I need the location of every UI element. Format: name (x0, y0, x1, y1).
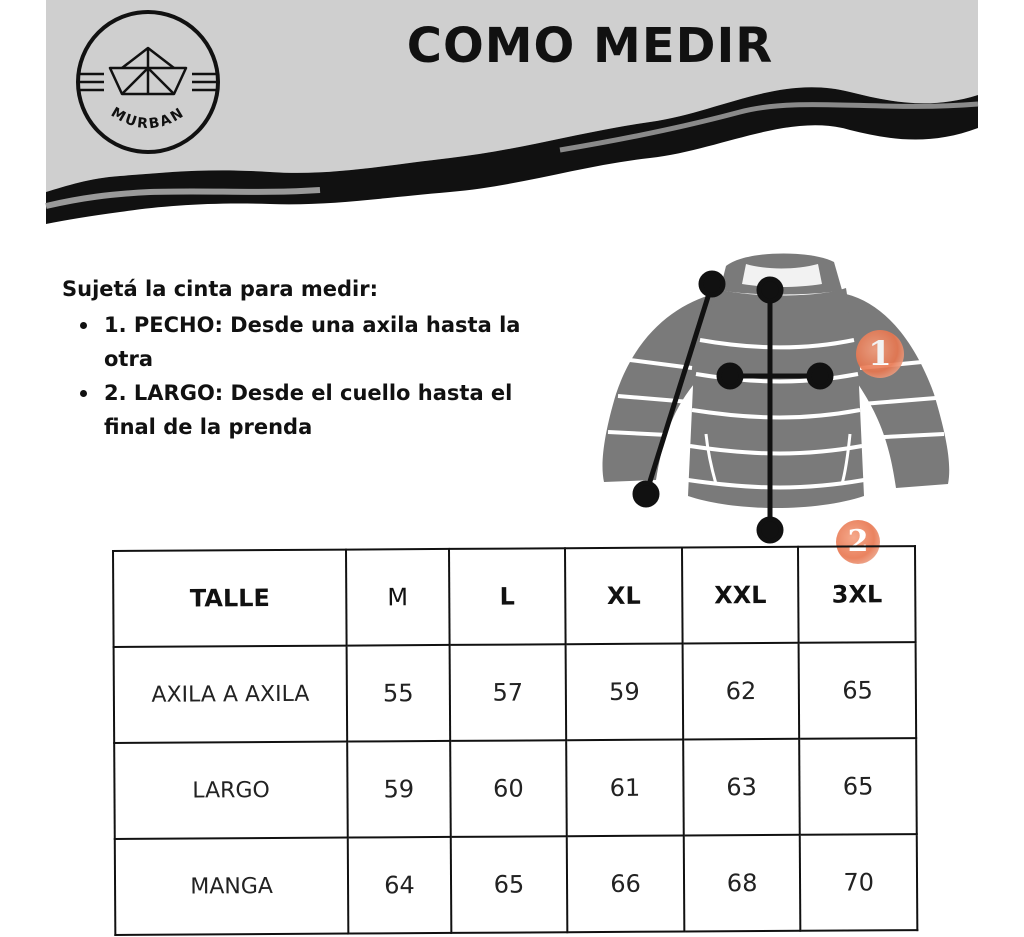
chest-number-badge: 1 (856, 330, 904, 378)
table-cell: 57 (449, 644, 566, 741)
instruction-item-length: 2. LARGO: Desde el cuello hasta el final de la prenda (62, 376, 542, 444)
instruction-item-chest: 1. PECHO: Desde una axila hasta la otra (62, 308, 542, 376)
svg-text:MURBAN (108, 105, 188, 133)
row-label: MANGA (115, 838, 349, 935)
row-label: AXILA A AXILA (114, 646, 348, 743)
table-row (115, 834, 918, 935)
size-chart-table (112, 545, 918, 936)
row-label: LARGO (114, 742, 348, 839)
header-cell-xxl: XXL (682, 547, 799, 644)
logo-text: MURBAN (108, 104, 188, 133)
table-cell: 68 (684, 835, 801, 932)
table-cell: 70 (800, 834, 917, 931)
jacket-illustration (596, 244, 956, 544)
measurement-instructions (62, 272, 542, 444)
table-header-row (113, 546, 916, 647)
table-cell: 60 (450, 740, 567, 837)
table-cell: 65 (450, 836, 567, 933)
header-cell-3xl: 3XL (798, 546, 915, 643)
instructions-list (62, 308, 542, 444)
instructions-intro: Sujetá la cinta para medir: (62, 277, 378, 301)
table-row (114, 738, 917, 839)
table-cell: 62 (682, 643, 799, 740)
header-cell-l: L (449, 548, 566, 645)
table-cell: 65 (800, 738, 917, 835)
table-cell: 64 (348, 837, 451, 934)
table-cell: 59 (347, 741, 450, 838)
page-title: COMO MEDIR (406, 18, 774, 74)
table-cell: 66 (567, 836, 684, 933)
table-row (114, 642, 917, 743)
table-cell: 59 (566, 644, 683, 741)
table-cell: 65 (799, 642, 916, 739)
table-cell: 55 (347, 645, 450, 742)
header-cell-xl: XL (565, 548, 682, 645)
header-cell-talle: TALLE (113, 550, 347, 647)
table-cell: 61 (566, 740, 683, 837)
header-cell-m: M (346, 549, 449, 646)
length-number-badge: 2 (836, 520, 880, 564)
table-cell: 63 (683, 739, 800, 836)
murban-logo (74, 8, 222, 156)
